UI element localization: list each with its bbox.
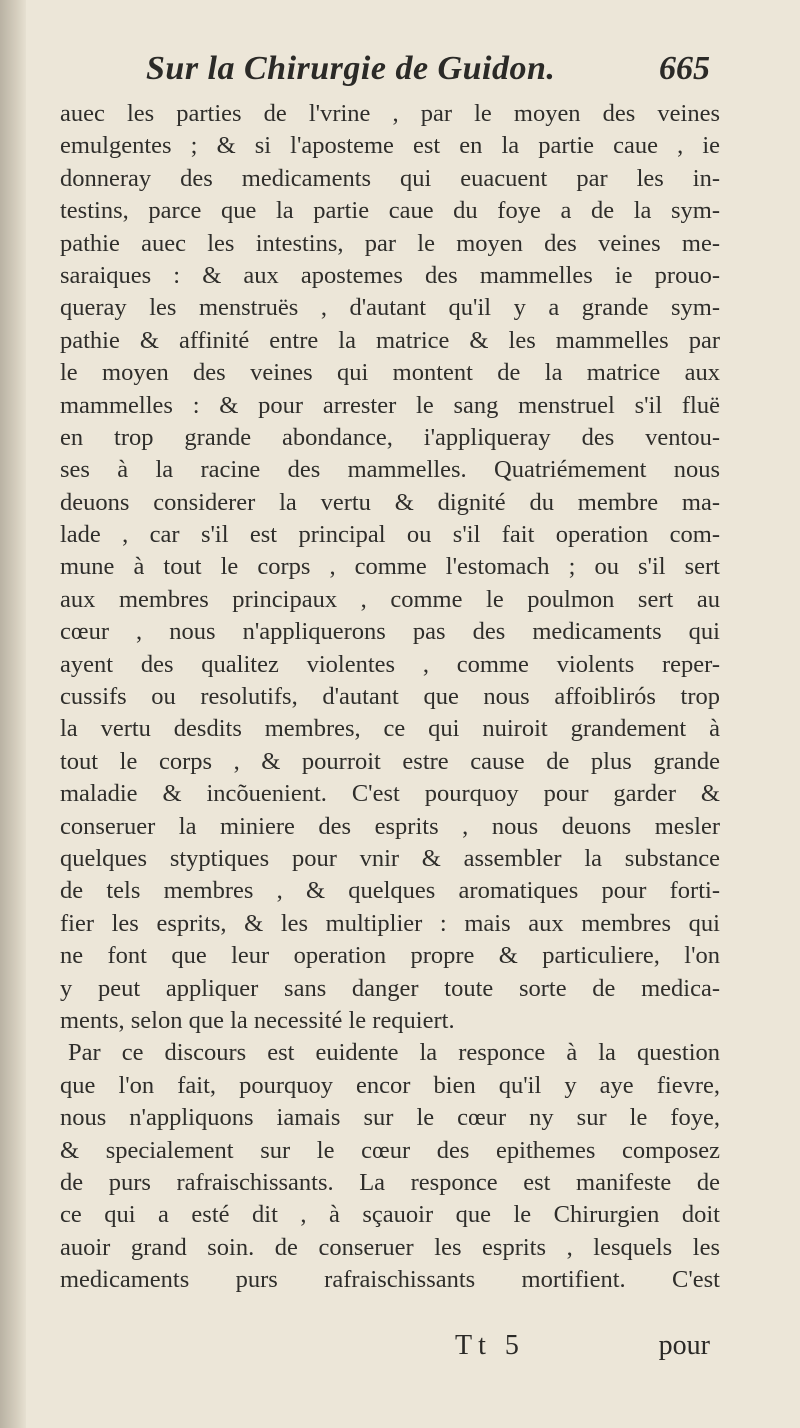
text-line: cussifs ou resolutifs, d'autant que nous affoiblirós trop bbox=[60, 683, 720, 711]
text-line: y peut appliquer sans danger toute sorte de medica- bbox=[60, 974, 720, 1002]
page-footer bbox=[60, 1330, 710, 1366]
text-line: deuons considerer la vertu & dignité du membre ma- bbox=[60, 488, 720, 516]
text-line: ses à la racine des mammelles. Quatriémement nous bbox=[60, 456, 720, 484]
text-line: auec les parties de l'vrine , par le moyen des veines bbox=[60, 100, 720, 127]
text-line: cœur , nous n'appliquerons pas des medicaments qui bbox=[60, 618, 720, 646]
page-number: 665 bbox=[659, 50, 710, 87]
text-line: de purs rafraischissants. La responce est manifeste de bbox=[60, 1168, 720, 1196]
text-line: pathie & affinité entre la matrice & les mammelles par bbox=[60, 326, 720, 354]
text-line: ce qui a esté dit , à sçauoir que le Chirurgien doit bbox=[60, 1201, 720, 1229]
page-gutter bbox=[0, 0, 26, 1428]
text-line: queray les menstruës , d'autant qu'il y a grande sym- bbox=[60, 294, 720, 322]
text-line: & specialement sur le cœur des epithemes composez bbox=[60, 1136, 720, 1164]
page-header bbox=[50, 50, 710, 100]
catchword: pour bbox=[658, 1330, 710, 1361]
paragraph-start-line: Par ce discours est euidente la responce à la question bbox=[68, 1039, 720, 1067]
text-line: emulgentes ; & si l'aposteme est en la partie caue , ie bbox=[60, 132, 720, 160]
text-line: conseruer la miniere des esprits , nous deuons mesler bbox=[60, 812, 720, 840]
text-line: mune à tout le corps , comme l'estomach ; ou s'il sert bbox=[60, 553, 720, 581]
text-line: medicaments purs rafraischissants mortifient. C'est bbox=[60, 1266, 720, 1294]
text-line: que l'on fait, pourquoy encor bien qu'il y aye fievre, bbox=[60, 1071, 720, 1099]
text-line: lade , car s'il est principal ou s'il fait operation com- bbox=[60, 521, 720, 549]
running-head: Sur la Chirurgie de Guidon. bbox=[146, 50, 556, 87]
text-line: auoir grand soin. de conseruer les esprits , lesquels les bbox=[60, 1233, 720, 1261]
text-line: en trop grande abondance, i'appliqueray des ventou- bbox=[60, 423, 720, 451]
text-line: le moyen des veines qui montent de la matrice aux bbox=[60, 359, 720, 387]
text-line: quelques styptiques pour vnir & assembler la substance bbox=[60, 844, 720, 872]
text-line: donneray des medicaments qui euacuent par les in- bbox=[60, 164, 720, 192]
text-line: fier les esprits, & les multiplier : mais aux membres qui bbox=[60, 909, 720, 937]
text-line: aux membres principaux , comme le poulmon sert au bbox=[60, 585, 720, 613]
text-line: nous n'appliquons iamais sur le cœur ny sur le foye, bbox=[60, 1104, 720, 1132]
text-line: maladie & incõuenient. C'est pourquoy pour garder & bbox=[60, 780, 720, 808]
text-line: ayent des qualitez violentes , comme violents reper- bbox=[60, 650, 720, 678]
text-line: pathie auec les intestins, par le moyen des veines me- bbox=[60, 229, 720, 257]
text-line: mammelles : & pour arrester le sang menstruel s'il fluë bbox=[60, 391, 720, 419]
signature-mark: Tt 5 bbox=[455, 1330, 525, 1361]
text-line: saraiques : & aux apostemes des mammelles ie prouo- bbox=[60, 261, 720, 289]
text-line: ne font que leur operation propre & particuliere, l'on bbox=[60, 942, 720, 970]
body-text bbox=[60, 98, 720, 1296]
text-line: tout le corps , & pourroit estre cause de plus grande bbox=[60, 747, 720, 775]
text-line: testins, parce que la partie caue du foye a de la sym- bbox=[60, 197, 720, 225]
text-line: de tels membres , & quelques aromatiques pour forti- bbox=[60, 877, 720, 905]
text-line: ments, selon que la necessité le requiert. bbox=[60, 1006, 455, 1034]
text-line: la vertu desdits membres, ce qui nuiroit grandement à bbox=[60, 715, 720, 743]
